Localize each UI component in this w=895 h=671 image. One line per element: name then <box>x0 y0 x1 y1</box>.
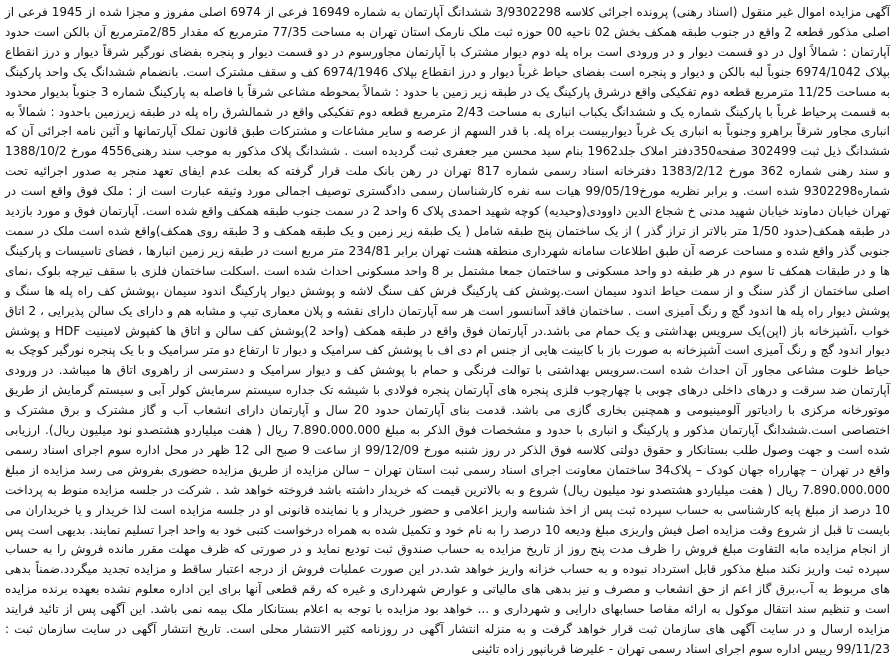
auction-notice-text: آگهی مزایده اموال غیر منقول (اسناد رهنی) پرونده اجرائی کلاسه 3/9302298 ششدانگ آپارتمان به شماره 16949 فرعی از 6974 اصلی مفروز و مجزا شده از 1945 فرعی از اصلی مذکور قطعه 2 واقع در جنوب طبقه همکف بخش 02 ناحیه 00 حوزه ثبت ملک نارمک استان تهران به مساحت 77/35 مترمربع که مقدار 2/85مترمربع آن بالکن است حدود آپارتمان : شمالاً اول در دو قسمت دیوار و در ورودی است براه پله دوم دیوار مشترک با آپارتمان مجاورسوم در دو قسمت دیوار و پنجره بفضای نورگیر شرقاً دیوار و درز انقطاع بپلاک 6974/1042 جنوباً لبه بالکن و دیوار و پنجره است بفضای حیاط غرباً دیوار و درز انقطاع بپلاک 6974/1946 کف و سقف مشترک است. بانضمام ششدانگ یک واحد پارکینگ به مساحت 11/25 مترمربع قطعه دوم تفکیکی واقع درشرق پارکینگ یک در طبقه زیر زمین با حدود : شمالاً بمحوطه مشاعی شرقاً با فاصله به پارکینگ شماره 3 جنوباً بدیوار محدود به قسمت پرحیاط غرباً با پارکینگ شماره یک و ششدانگ یکباب انباری به مساحت 2/43 مترمربع قطعه دوم تفکیکی واقع در شمالشرق راه پله در طبقه زیرزمین باحدود : شمالاً به انباری مجاور شرقاً براهرو وجنوباً به انباری یک غرباً دیواربیست براه پله. با قدر السهم از عرصه و سایر مشاعات و مشترکات طبق قانون تملک آپارتمانها و آئین نامه اجرائی آن که ششدانگ ذیل ثبت 302499 صفحه350دفتر املاک جلد1962 بنام سید محسن میر جعفری ثبت گردیده است . ششدانگ پلاک مذکور به موجب سند رهنی4556 مورخ 1388/10/2 و سند رهنی شماره 362 مورخ 1383/2/12 دفترخانه اسناد رسمی شماره 817 تهران در رهن بانک ملت قرار گرفته که بعلت عدم ایفای تعهد منجر به صدور اجرائیه تحت شماره9302298 شده است. و برابر نظریه مورخ99/05/19 هیات سه نفره کارشناسان رسمی دادگستری توصیف اجمالی مورد وثیقه عبارت است از : ملک فوق واقع است در تهران خیابان دماوند خیابان شهید مدنی خ شجاع الدین داوودی(وحیدیه) کوچه شهید احمدی پلاک 6 واحد 2 در سمت جنوب طبقه همکف واقع شده است. آپارتمان فوق و مورد بازدید در طبقه همکف(حدود 1/50 متر بالاتر از تراز گذر ) از یک ساختمان پنج طبقه شامل ( یک طبقه زیر زمین و یک طبقه همکف و 3 طبقه روی همکف)واقع شده است ملک در سمت جنوبی گذر واقع شده و مساحت عرصه آن طبق اطلاعات سامانه شهرداری منطقه هشت تهران برابر 234/81 متر مربع است در طبقه زیر زمین انبارها ، فضای تاسیسات و پارکینگ ها و در طبقات همکف تا سوم در هر طبقه دو واحد مسکونی و ساختمان جمعا مشتمل بر 8 واحد مسکونی احداث شده است .اسکلت ساختمان فلزی با سقف تیرچه بلوک ،نمای اصلی ساختمان از گذر سنگ و از سمت حیاط اندود سیمان است.پوشش کف پارکینگ فرش کف سنگ لاشه و پوشش دیوار پارکینگ اندود سیمان ،پوشش کف راه پله ها سنگ و پوشش دیوار راه پله ها اندود گچ و رنگ آمیزی است . ساختمان فاقد آسانسور است هر سه آپارتمان دارای نقشه و پلان معماری تیپ و مشابه هم و دارای یک سالن پذیرایی ، 2 اتاق خواب ،آشپزخانه باز (اپن)یک سرویس بهداشتی و یک حمام می باشد.در آپارتمان فوق واقع در طبقه همکف (واحد 2)پوشش کف سالن و اتاق ها کفپوش لامینیت HDF و پوشش دیوار اندود گچ و رنگ آمیزی است آشپزخانه به صورت باز با کابینت هایی از جنس ام دی اف با پوشش کف سرامیک و دیوار تا ارتفاع دو متر سرامیک و با یک پنجره نورگیر کوچک به حیاط خلوت مشاعی مجاور آن احداث شده است.سرویس بهداشتی با توالت فرنگی و حمام با پوشش کف و دیوار سرامیک و دسترسی از راهروی اتاق ها میباشد. در ورودی آپارتمان ضد سرقت و درهای داخلی درهای چوبی با چهارچوب فلزی پنجره های آپارتمان پنجره فولادی با شیشه تک جداره سیستم سرمایش کولر آبی و سیستم گرمایش از طریق موتورخانه مرکزی با رادیاتور آلومینیومی و همچنین بخاری گازی می باشد. قدمت بنای آپارتمان حدود 20 سال و آپارتمان دارای انشعاب آب و گاز مشترک و برق مشترک و اختصاصی است.ششدانگ آپارتمان مذکور و پارکینگ و انباری با حدود و مشخصات فوق الذکر به مبلغ 7.890.000.000 ریال ( هفت میلیاردو هشتصدو نود میلیون ریال). ارزیابی شده است و جهت وصول طلب بستانکار و حقوق دولتی کلاسه فوق الذکر در روز شنبه مورخ 99/12/09 از ساعت 9 صبح الی 12 ظهر در محل اداره سوم اجرای اسناد رسمی واقع در تهران – چهارراه جهان کودک – پلاک34 ساختمان معاونت اجرای اسناد رسمی ثبت استان تهران – سالن مزایده از طریق مزایده حضوری بفروش می رسد مزایده از مبلغ 7.890.000.000 ریال ( هفت میلیاردو هشتصدو نود میلیون ریال) شروع و به بالاترین قیمت که خریدار داشته باشد فروخته خواهد شد . شرکت در جلسه مزایده منوط به پرداخت 10 درصد از مبلغ پایه کارشناسی به حساب سپرده ثبت پس از اخذ شناسه واریز اعلامی و حضور خریدار و یا نماینده قانونی او در جلسه مزایده است لذا خریدار و یا خریداران می بایست تا قبل از شروع وقت مزایده اصل فیش واریزی مبلغ ودیعه 10 درصد را به نام خود و تکمیل شده به همراه درخواست کتبی خود به واحد اجرا تسلیم نمایند. بدیهی است پس از انجام مزایده مابه التفاوت مبلغ فروش را ظرف مدت پنج روز از تاریخ مزایده به حساب صندوق ثبت تودیع نماید و در صورتی که ظرف مهلت مقرر مانده فروش را به حساب سپرده ثبت واریز نکند مبلغ مذکور قابل استرداد نبوده و به حساب خزانه واریز خواهد شد.در این صورت عملیات فروش از درجه اعتبار ساقط و مزایده تجدید میگردد.ضمناً بدهی های مربوط به آب،برق گاز اعم از حق انشعاب و مصرف و نیز بدهی های مالیاتی و عوارض شهرداری و غیره که رقم قطعی آنها برای این اداره معلوم نشده بعهده برنده مزایده است و تنظیم سند انتقال موکول به ارائه مفاصا حسابهای دارایی و شهرداری و ... خواهد بود مزایده با توجه به اعلام بستانکار ملک بیمه نمی باشد. این آگهی پس از تائید فرایند مزایده ارسال و در سایت آگهی های سازمان ثبت قرار خواهد گرفت و به منزله انتشار آگهی در روزنامه کثیر الانتشار محلی است. تاریخ انتشار آگهی در سایت سازمان ثبت : 99/11/23 رییس اداره سوم اجرای اسناد رسمی تهران - علیرضا قربانپور زاده تائینی <box>5 5 891 656</box>
